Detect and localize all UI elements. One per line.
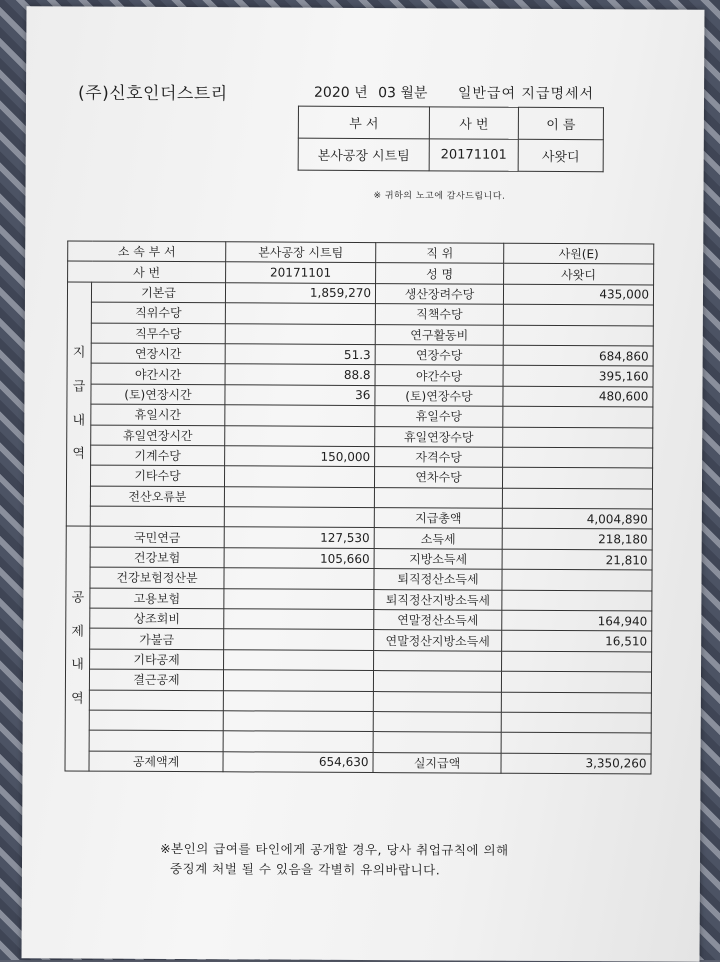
info-header-dept: 부 서 xyxy=(298,106,429,139)
deduction-item-value: 164,940 xyxy=(502,610,652,631)
id-label: 사 번 xyxy=(68,261,226,282)
deduction-item-label: 소득세 xyxy=(374,528,502,549)
deduction-section-char: 내 xyxy=(71,657,84,673)
deduction-item-value xyxy=(502,590,652,611)
deduction-item-label: 퇴직정산지방소득세 xyxy=(374,589,502,610)
payment-item-label: 직위수당 xyxy=(91,302,225,323)
payment-item-value xyxy=(224,466,374,487)
deduction-item-label: 지방소득세 xyxy=(374,548,502,569)
deduction-item-label xyxy=(373,732,501,753)
thanks-note: ※ 귀하의 노고에 감사드립니다. xyxy=(373,191,506,202)
payment-item-value: 480,600 xyxy=(503,386,653,407)
deduction-item-value xyxy=(224,629,374,650)
deduction-item-label xyxy=(373,691,501,712)
info-value-dept: 본사공장 시트팀 xyxy=(298,138,429,171)
deduction-item-label xyxy=(89,730,223,751)
deduction-item-value: 16,510 xyxy=(502,631,652,652)
payment-item-value: 4,004,890 xyxy=(502,508,652,529)
deduction-item-value: 654,630 xyxy=(223,752,373,773)
deduction-item-label xyxy=(373,671,501,692)
payment-item-value: 51.3 xyxy=(225,344,375,365)
deduction-section-char: 공 xyxy=(71,590,85,606)
info-header-name: 이 름 xyxy=(518,107,603,139)
deduction-item-label xyxy=(374,650,502,671)
document-title xyxy=(314,82,594,103)
payment-item-label: 연장시간 xyxy=(91,343,225,364)
deduction-item-value xyxy=(224,609,374,630)
name-value: 사왓디 xyxy=(504,264,654,285)
deduction-item-label xyxy=(89,710,223,731)
warning-line-1: ※본인의 급여를 타인에게 공개할 경우, 당사 취업규칙에 의해 xyxy=(160,840,509,858)
payment-item-label: 기타수당 xyxy=(90,465,224,486)
deduction-item-label xyxy=(89,690,223,711)
payment-item-label xyxy=(374,487,502,508)
confidentiality-warning xyxy=(160,839,509,881)
deduction-item-label: 퇴직정산소득세 xyxy=(374,569,502,590)
payment-section-char: 급 xyxy=(72,379,86,395)
deduction-item-value xyxy=(502,569,652,590)
deduction-item-label: 공제액계 xyxy=(89,751,223,772)
deduction-item-value: 127,530 xyxy=(224,527,374,548)
employee-info-box xyxy=(298,106,604,173)
deduction-item-label: 가불금 xyxy=(90,628,224,649)
deduction-item-value xyxy=(224,568,374,589)
payslip-paper xyxy=(22,6,705,962)
deduction-item-label: 실지급액 xyxy=(373,752,501,773)
deduction-item-value xyxy=(224,650,374,671)
payment-item-value xyxy=(225,323,375,344)
payslip-table xyxy=(64,240,654,774)
deduction-item-value xyxy=(501,671,651,692)
payment-item-label: 야간시간 xyxy=(91,363,225,384)
payment-item-label: 휴일연장수당 xyxy=(375,426,503,447)
payment-section-char: 내 xyxy=(72,413,86,429)
info-value-name: 사왓디 xyxy=(518,139,603,171)
id-value: 20171101 xyxy=(226,262,376,283)
payment-item-label: 휴일시간 xyxy=(91,404,225,425)
payment-item-value: 435,000 xyxy=(503,284,653,305)
payment-section-char: 지 xyxy=(72,345,86,361)
title-year: 2020 년 xyxy=(314,84,368,102)
dept-value: 본사공장 시트팀 xyxy=(226,242,376,263)
deduction-item-value: 3,350,260 xyxy=(501,753,651,774)
payment-item-label: (토)연장수당 xyxy=(375,385,503,406)
info-value-id: 20171101 xyxy=(429,139,518,171)
payment-section-label xyxy=(66,282,91,527)
warning-line-2: 중징계 처벌 될 수 있음을 각별히 유의바랍니다. xyxy=(169,860,441,878)
deduction-item-value xyxy=(223,711,373,732)
deduction-section-label xyxy=(65,526,90,771)
payment-item-value: 395,160 xyxy=(503,366,653,387)
title-month: 03 월분 xyxy=(378,85,428,102)
payment-item-label: 직무수당 xyxy=(91,323,225,344)
company-name: (주)신호인더스트리 xyxy=(77,83,228,105)
position-label: 직 위 xyxy=(376,243,504,264)
payment-item-value xyxy=(225,303,375,324)
payment-item-value: 150,000 xyxy=(225,446,375,467)
deduction-item-value: 21,810 xyxy=(502,549,652,570)
payment-item-value xyxy=(503,427,653,448)
payment-item-label: 휴일수당 xyxy=(375,406,503,427)
dept-label: 소 속 부 서 xyxy=(68,241,226,262)
payment-item-value: 36 xyxy=(225,385,375,406)
title-doc-name: 일반급여 지급명세서 xyxy=(457,85,595,103)
payment-item-value xyxy=(225,425,375,446)
deduction-item-value xyxy=(223,690,373,711)
payment-item-label: 야간수당 xyxy=(375,365,503,386)
deduction-item-label: 건강보험 xyxy=(90,547,224,568)
payment-item-value xyxy=(502,468,652,489)
payment-item-label: (토)연장시간 xyxy=(91,384,225,405)
deduction-row xyxy=(65,751,651,774)
payment-item-value: 684,860 xyxy=(503,345,653,366)
deduction-item-value xyxy=(501,692,651,713)
payment-item-value xyxy=(503,304,653,325)
payment-item-value xyxy=(502,488,652,509)
payment-item-label: 기본급 xyxy=(91,282,225,303)
payment-item-value xyxy=(224,486,374,507)
deduction-item-value xyxy=(223,731,373,752)
deduction-item-value xyxy=(501,712,651,733)
payment-item-value xyxy=(503,447,653,468)
deduction-item-label: 건강보험정산분 xyxy=(90,567,224,588)
payment-item-label: 휴일연장시간 xyxy=(91,425,225,446)
payment-item-label: 지급총액 xyxy=(374,508,502,529)
deduction-item-label: 고용보험 xyxy=(90,588,224,609)
deduction-item-label: 연말정산지방소득세 xyxy=(374,630,502,651)
payment-item-label xyxy=(90,506,224,527)
deduction-item-label: 국민연금 xyxy=(90,527,224,548)
payment-item-value: 1,859,270 xyxy=(225,283,375,304)
payment-item-value xyxy=(224,507,374,528)
payment-item-label: 연구활동비 xyxy=(375,324,503,345)
deduction-item-label: 결근공제 xyxy=(89,669,223,690)
deduction-item-label xyxy=(373,712,501,733)
deduction-item-label: 연말정산소득세 xyxy=(374,610,502,631)
payment-item-value xyxy=(503,325,653,346)
payment-item-label: 전산오류분 xyxy=(90,486,224,507)
deduction-item-value: 105,660 xyxy=(224,548,374,569)
info-header-id: 사 번 xyxy=(429,107,518,139)
position-value: 사원(E) xyxy=(504,243,654,264)
deduction-item-label: 기타공제 xyxy=(90,649,224,670)
payment-item-label: 기계수당 xyxy=(91,445,225,466)
payment-item-value: 88.8 xyxy=(225,364,375,385)
deduction-section-char: 제 xyxy=(71,623,85,640)
payment-item-value xyxy=(225,405,375,426)
deduction-item-value: 218,180 xyxy=(502,529,652,550)
deduction-item-value xyxy=(224,588,374,609)
deduction-item-value xyxy=(502,651,652,672)
payment-item-label: 생산장려수당 xyxy=(375,283,503,304)
deduction-item-value xyxy=(223,670,373,691)
deduction-section-char: 역 xyxy=(71,691,84,707)
payment-item-label: 직책수당 xyxy=(375,304,503,325)
deduction-item-value xyxy=(501,733,651,754)
payment-section-char: 역 xyxy=(72,446,85,462)
payment-item-label: 자격수당 xyxy=(375,446,503,467)
payment-item-value xyxy=(503,406,653,427)
payment-item-label: 연차수당 xyxy=(374,467,502,488)
name-label: 성 명 xyxy=(376,263,504,284)
payment-item-label: 연장수당 xyxy=(375,345,503,366)
deduction-item-label: 상조회비 xyxy=(90,608,224,629)
